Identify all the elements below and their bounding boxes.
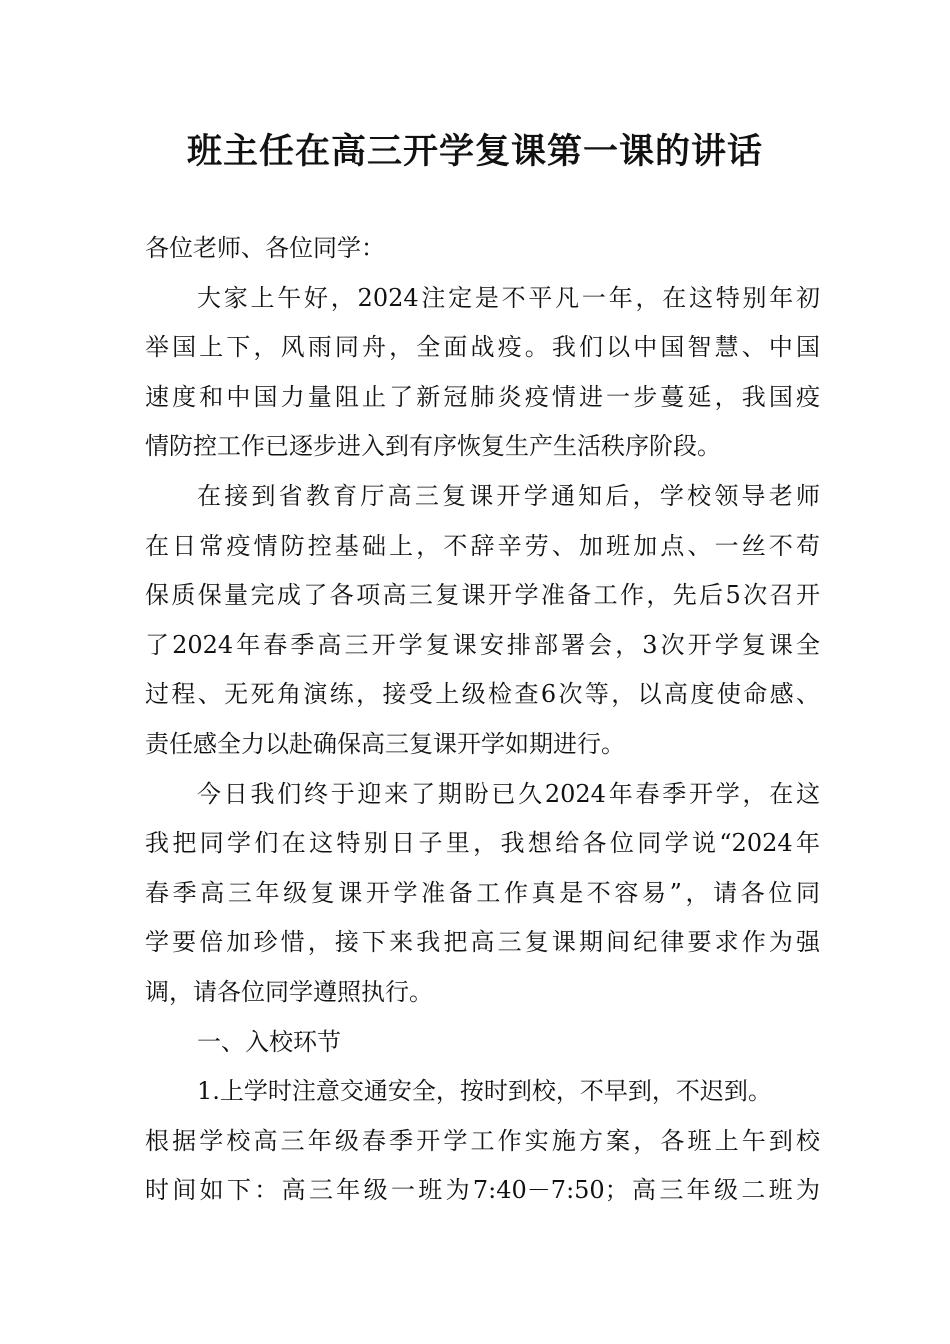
- document-body: [145, 224, 820, 1216]
- body-line: 了2024年春季高三开学复课安排部署会，3次开学复课全: [145, 630, 820, 659]
- body-line: 情防控工作已逐步进入到有序恢复生产生活秩序阶段。: [145, 432, 721, 461]
- document-title: 班主任在高三开学复课第一课的讲话: [186, 132, 763, 172]
- body-line: 根据学校高三年级春季开学工作实施方案，各班上午到校: [145, 1126, 820, 1155]
- body-line: 在日常疫情防控基础上，不辞辛劳、加班加点、一丝不苟: [145, 531, 820, 560]
- body-line: 我把同学们在这特别日子里，我想给各位同学说“2024年: [145, 829, 820, 858]
- section-heading: 一、入校环节: [197, 1027, 341, 1056]
- body-line: 调，请各位同学遵照执行。: [145, 977, 433, 1006]
- body-line: 春季高三年级复课开学准备工作真是不容易”，请各位同: [145, 878, 820, 907]
- body-line: 保质保量完成了各项高三复课开学准备工作，先后5次召开: [145, 581, 820, 610]
- body-line: 1.上学时注意交通安全，按时到校，不早到，不迟到。: [197, 1077, 772, 1106]
- salutation-line: 各位老师、各位同学：: [145, 234, 385, 262]
- body-line: 今日我们终于迎来了期盼已久2024年春季开学，在这: [197, 779, 820, 808]
- body-line: 时间如下：高三年级一班为7:40－7:50；高三年级二班为: [145, 1176, 820, 1205]
- body-line: 在接到省教育厅高三复课开学通知后，学校领导老师: [197, 481, 820, 510]
- body-line: 举国上下，风雨同舟，全面战疫。我们以中国智慧、中国: [145, 333, 820, 362]
- body-line: 大家上午好，2024注定是不平凡一年，在这特别年初: [197, 283, 820, 312]
- body-line: 学要倍加珍惜，接下来我把高三复课期间纪律要求作为强: [145, 928, 820, 957]
- body-line: 过程、无死角演练，接受上级检查6次等，以高度使命感、: [145, 680, 820, 709]
- body-line: 速度和中国力量阻止了新冠肺炎疫情进一步蔓延，我国疫: [145, 382, 820, 411]
- body-line: 责任感全力以赴确保高三复课开学如期进行。: [145, 729, 625, 758]
